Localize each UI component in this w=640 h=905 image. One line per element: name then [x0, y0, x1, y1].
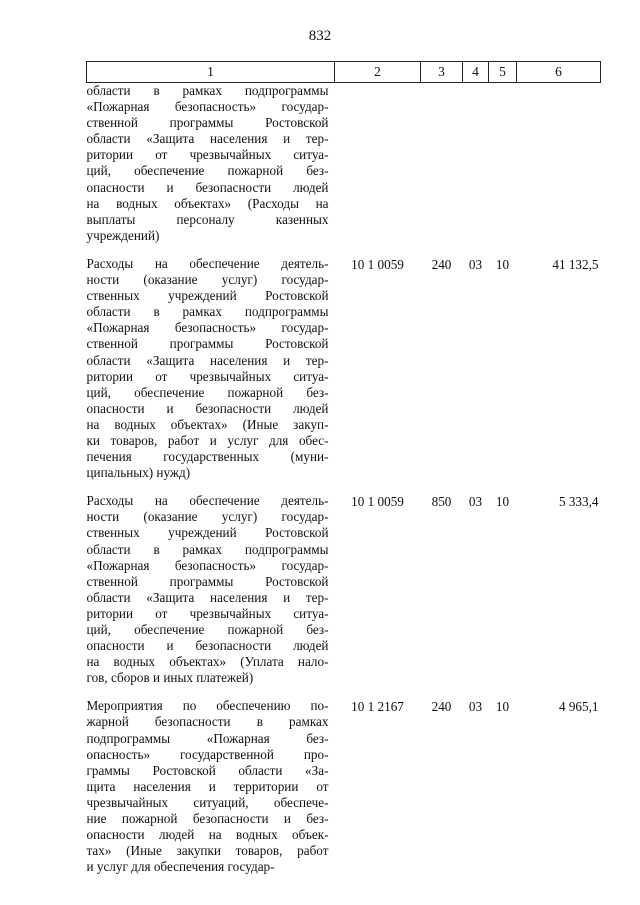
table-row — [87, 493, 601, 686]
description-line: ций, обеспечение пожарной без- — [86, 163, 329, 179]
description-line: ности (оказание услуг) государ- — [86, 509, 329, 525]
description-line: гов, сборов и иных платежей) — [86, 670, 254, 686]
description-line: опасности и безопасности людей — [86, 400, 329, 416]
description-line: «Пожарная безопасность» государ- — [86, 557, 329, 573]
description-line: области в рамках подпрограммы — [86, 541, 329, 557]
description-line: ципальных) нужд) — [86, 465, 191, 481]
header-col-5: 5 — [489, 62, 517, 83]
cell-amount: 5 333,4 — [558, 494, 599, 510]
cell-subsection — [489, 83, 517, 244]
description-line: опасность» государственной про- — [86, 746, 329, 762]
table-row — [87, 256, 601, 481]
description-line: ние пожарной безопасности и без- — [86, 811, 329, 827]
description-line: граммы Ростовской области «За- — [86, 762, 329, 778]
description-line: печения государственных (муни- — [86, 449, 329, 465]
description-line: тах» (Иные закупки товаров, работ — [86, 843, 329, 859]
description-line: Мероприятия по обеспечению по- — [86, 698, 329, 714]
description-line: «Пожарная безопасность» государ- — [86, 99, 329, 115]
page-number: 832 — [308, 28, 332, 44]
cell-code: 10 1 0059 — [351, 256, 404, 272]
header-col-2: 2 — [335, 62, 421, 83]
description-line: области в рамках подпрограммы — [86, 304, 329, 320]
cell-code: 10 1 2167 — [351, 699, 404, 715]
cell-expense-type: 240 — [431, 699, 452, 715]
header-col-4: 4 — [463, 62, 489, 83]
header-col-3: 3 — [421, 62, 463, 83]
cell-amount: 4 965,1 — [558, 699, 599, 715]
description-line: ственных учреждений Ростовской — [86, 288, 329, 304]
row-separator — [87, 481, 601, 493]
table-header-row — [87, 62, 601, 83]
cell-section — [463, 83, 489, 244]
description-line: опасности людей на водных объек- — [86, 827, 329, 843]
table-body — [87, 83, 601, 876]
cell-code: 10 1 0059 — [351, 494, 404, 510]
cell-expense-type: 850 — [431, 494, 452, 510]
cell-section: 03 — [468, 256, 483, 272]
cell-code — [335, 83, 421, 244]
description-line: учреждений) — [86, 227, 160, 243]
row-separator — [87, 244, 601, 256]
description-line: на водных объектах» (Иные закуп- — [86, 416, 329, 432]
header-col-6: 6 — [517, 62, 601, 83]
cell-amount: 41 132,5 — [552, 256, 599, 272]
description-line: подпрограммы «Пожарная без- — [86, 730, 329, 746]
cell-section: 03 — [468, 494, 483, 510]
description-line: жарной безопасности в рамках — [86, 714, 329, 730]
description-line: области «Защита населения и тер- — [86, 589, 329, 605]
budget-table — [86, 61, 601, 875]
description-line: ций, обеспечение пожарной без- — [86, 384, 329, 400]
description-line: Расходы на обеспечение деятель- — [86, 255, 329, 271]
cell-description — [87, 256, 335, 481]
description-line: ственной программы Ростовской — [86, 573, 329, 589]
description-line: ритории от чрезвычайных ситуа- — [86, 605, 329, 621]
description-line: опасности и безопасности людей — [86, 179, 329, 195]
description-line: ственной программы Ростовской — [86, 115, 329, 131]
description-line: выплаты персоналу казенных — [86, 211, 329, 227]
row-separator-cell — [87, 244, 601, 256]
description-line: области в рамках подпрограммы — [86, 83, 329, 98]
table-row — [87, 698, 601, 875]
table-row — [87, 83, 601, 244]
cell-subsection: 10 — [495, 494, 510, 510]
description-line: ритории от чрезвычайных ситуа- — [86, 368, 329, 384]
row-separator-cell — [87, 481, 601, 493]
description-line: «Пожарная безопасность» государ- — [86, 320, 329, 336]
description-line: Расходы на обеспечение деятель- — [86, 493, 329, 509]
cell-subsection: 10 — [495, 699, 510, 715]
cell-amount — [517, 83, 601, 244]
description-line: ций, обеспечение пожарной без- — [86, 622, 329, 637]
description-line: ности (оказание услуг) государ- — [86, 272, 329, 288]
cell-section: 03 — [468, 699, 483, 715]
description-line: щита населения и территории от — [86, 778, 329, 794]
description-line: и услуг для обеспечения государ- — [86, 859, 275, 875]
cell-description — [87, 83, 335, 244]
description-line: чрезвычайных ситуаций, обеспече- — [86, 794, 329, 810]
row-separator — [87, 686, 601, 698]
cell-expense-type — [421, 83, 463, 244]
description-line: области «Защита населения и тер- — [86, 131, 329, 147]
cell-expense-type: 240 — [431, 256, 452, 272]
cell-subsection: 10 — [495, 256, 510, 272]
cell-description — [87, 698, 335, 875]
description-line: на водных объектах» (Уплата нало- — [86, 654, 329, 670]
cell-description — [87, 493, 335, 686]
header-col-1: 1 — [87, 62, 335, 83]
description-line: на водных объектах» (Расходы на — [86, 195, 329, 211]
description-line: ритории от чрезвычайных ситуа- — [86, 147, 329, 163]
description-line: опасности и безопасности людей — [86, 638, 329, 654]
description-line: ственной программы Ростовской — [86, 336, 329, 352]
description-line: области «Защита населения и тер- — [86, 352, 329, 368]
description-line: ственных учреждений Ростовской — [86, 525, 329, 541]
description-line: ки товаров, работ и услуг для обес- — [86, 432, 329, 448]
row-separator-cell — [87, 686, 601, 698]
